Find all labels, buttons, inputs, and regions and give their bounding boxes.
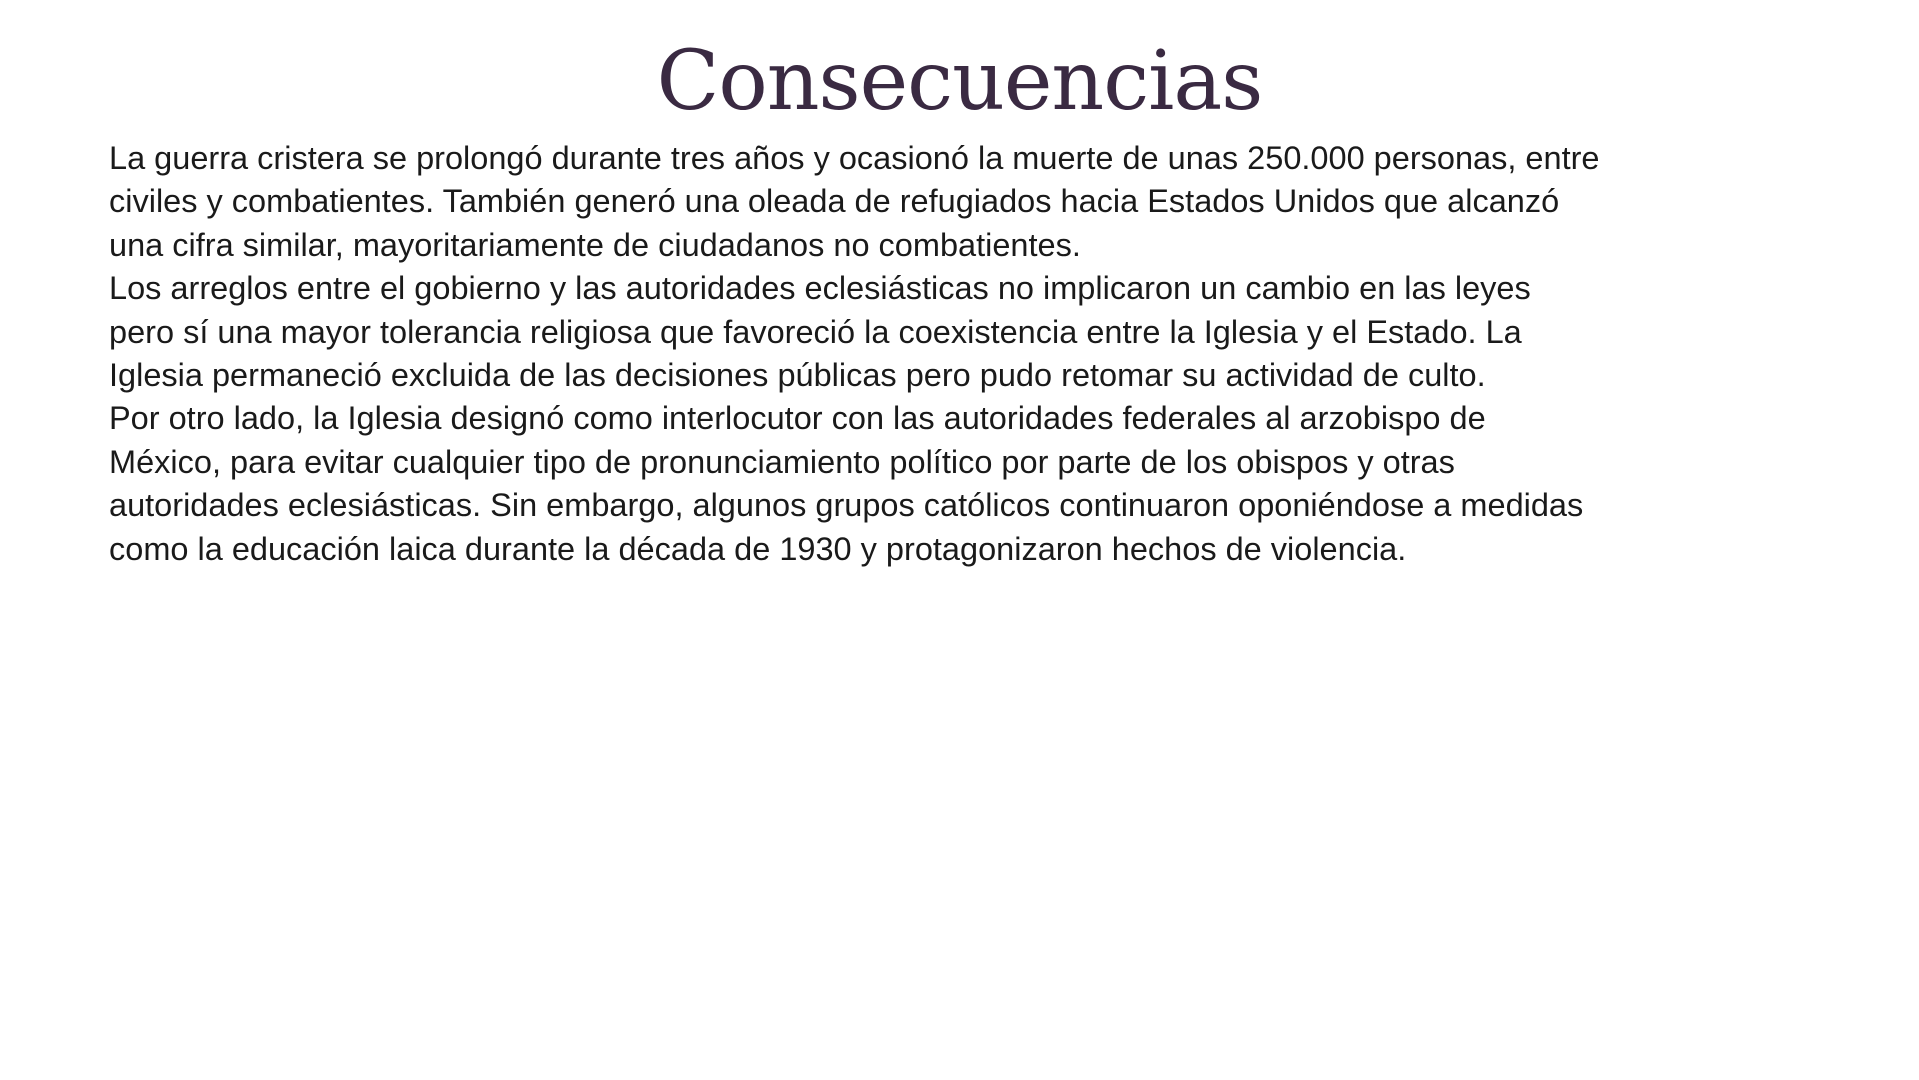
body-line: La guerra cristera se prolongó durante tres años y ocasionó la muerte de unas 250.000 personas, entre xyxy=(109,140,1600,176)
slide-body-text xyxy=(109,137,1749,571)
body-line: México, para evitar cualquier tipo de pronunciamiento político por parte de los obispos y otras xyxy=(109,443,1455,480)
body-line: como la educación laica durante la década de 1930 y protagonizaron hechos de violencia. xyxy=(109,530,1407,567)
body-line: autoridades eclesiásticas. Sin embargo, algunos grupos católicos continuaron oponiéndose a medidas xyxy=(109,487,1584,524)
body-line: Iglesia permaneció excluida de las decisiones públicas pero pudo retomar su actividad de culto. xyxy=(109,357,1486,394)
body-line: civiles y combatientes. También generó una oleada de refugiados hacia Estados Unidos que alcanzó xyxy=(109,183,1560,220)
slide-title: Consecuencias xyxy=(656,34,1263,129)
body-line: Por otro lado, la Iglesia designó como interlocutor con las autoridades federales al arzobispo de xyxy=(109,400,1486,437)
body-line: pero sí una mayor tolerancia religiosa que favoreció la coexistencia entre la Iglesia y el Estado. La xyxy=(109,313,1522,350)
body-line: una cifra similar, mayoritariamente de ciudadanos no combatientes. xyxy=(109,226,1081,263)
body-line: Los arreglos entre el gobierno y las autoridades eclesiásticas no implicaron un cambio en las leyes xyxy=(109,270,1531,307)
